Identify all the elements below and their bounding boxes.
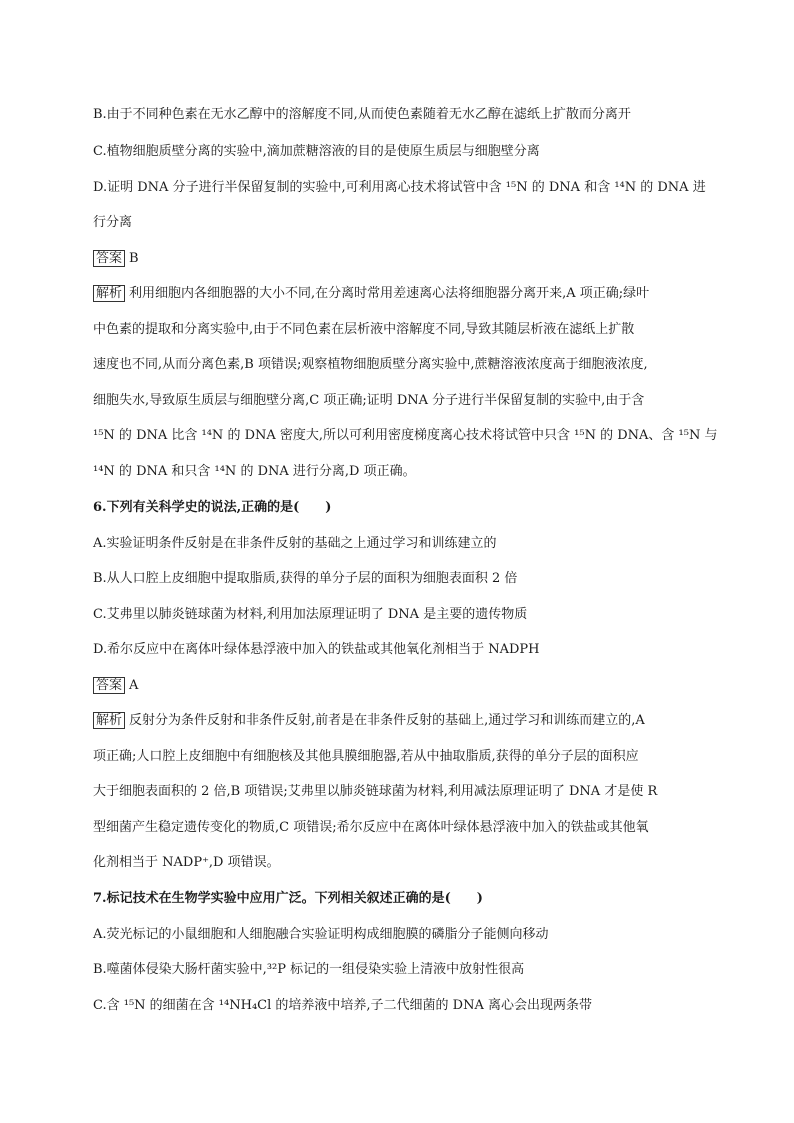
- q6-stem: 6.下列有关科学史的说法,正确的是( ): [93, 500, 332, 515]
- q6-explanation-text-1: 反射分为条件反射和非条件反射,前者是在非条件反射的基础上,通过学习和训练而建立的,A: [129, 713, 645, 728]
- q5-explanation-line-5: ¹⁵N 的 DNA 比含 ¹⁴N 的 DNA 密度大,所以可利用密度梯度离心技术将试管中只含 ¹⁵N 的 DNA、含 ¹⁵N 与: [93, 428, 718, 443]
- q7-option-b: B.噬菌体侵染大肠杆菌实验中,³²P 标记的一组侵染实验上清液中放射性很高: [93, 962, 525, 977]
- answer-tag: 答案: [93, 250, 125, 267]
- q5-option-d-line-1: D.证明 DNA 分子进行半保留复制的实验中,可利用离心技术将试管中含 ¹⁵N 的 DNA 和含 ¹⁴N 的 DNA 进: [93, 180, 706, 195]
- q6-answer: [93, 677, 138, 694]
- q6-option-c: C.艾弗里以肺炎链球菌为材料,利用加法原理证明了 DNA 是主要的遗传物质: [93, 607, 528, 622]
- q5-explanation-line-4: 细胞失水,导致原生质层与细胞壁分离,C 项正确;证明 DNA 分子进行半保留复制的实验中,由于含: [93, 393, 645, 408]
- q6-explanation-line-4: 型细菌产生稳定遗传变化的物质,C 项错误;希尔反应中在离体叶绿体悬浮液中加入的铁盐或其他氧: [93, 820, 649, 835]
- explanation-tag: 解析: [93, 712, 125, 729]
- q6-option-a: A.实验证明条件反射是在非条件反射的基础之上通过学习和训练建立的: [93, 536, 497, 551]
- q5-option-c: C.植物细胞质壁分离的实验中,滴加蔗糖溶液的目的是使原生质层与细胞壁分离: [93, 144, 540, 159]
- q5-option-d-line-2: 行分离: [93, 215, 133, 230]
- q5-explanation-line-6: ¹⁴N 的 DNA 和只含 ¹⁴N 的 DNA 进行分离,D 项正确。: [93, 464, 416, 479]
- q5-answer-value: B: [129, 251, 139, 266]
- q7-stem: 7.标记技术在生物学实验中应用广泛。下列相关叙述正确的是( ): [93, 891, 483, 906]
- q6-option-d: D.希尔反应中在离体叶绿体悬浮液中加入的铁盐或其他氧化剂相当于 NADPH: [93, 642, 540, 657]
- q6-explanation-line-3: 大于细胞表面积的 2 倍,B 项错误;艾弗里以肺炎链球菌为材料,利用减法原理证明了 DNA 才是使 R: [93, 784, 658, 799]
- explanation-tag: 解析: [93, 285, 125, 302]
- q7-option-a: A.荧光标记的小鼠细胞和人细胞融合实验证明构成细胞膜的磷脂分子能侧向移动: [93, 927, 549, 942]
- q5-explanation-text-1: 利用细胞内各细胞器的大小不同,在分离时常用差速离心法将细胞器分离开来,A 项正确;绿叶: [129, 286, 650, 301]
- answer-tag: 答案: [93, 677, 125, 694]
- q5-option-b: B.由于不同种色素在无水乙醇中的溶解度不同,从而使色素随着无水乙醇在滤纸上扩散而分离开: [93, 107, 631, 122]
- q5-explanation-line-3: 速度也不同,从而分离色素,B 项错误;观察植物细胞质壁分离实验中,蔗糖溶液浓度高于细胞液浓度,: [93, 357, 648, 372]
- q6-explanation-line-2: 项正确;人口腔上皮细胞中有细胞核及其他具膜细胞器,若从中抽取脂质,获得的单分子层的面积应: [93, 749, 639, 764]
- q6-explanation-line-5: 化剂相当于 NADP⁺,D 项错误。: [93, 855, 280, 870]
- q5-answer: [93, 250, 139, 267]
- q6-explanation-line-1: [93, 712, 645, 729]
- q6-option-b: B.从人口腔上皮细胞中提取脂质,获得的单分子层的面积为细胞表面积 2 倍: [93, 571, 518, 586]
- q7-option-c: C.含 ¹⁵N 的细菌在含 ¹⁴NH₄Cl 的培养液中培养,子二代细菌的 DNA 离心会出现两条带: [93, 998, 592, 1013]
- q5-explanation-line-2: 中色素的提取和分离实验中,由于不同色素在层析液中溶解度不同,导致其随层析液在滤纸上扩散: [93, 322, 635, 337]
- q5-explanation-line-1: [93, 285, 649, 302]
- q6-answer-value: A: [129, 678, 139, 693]
